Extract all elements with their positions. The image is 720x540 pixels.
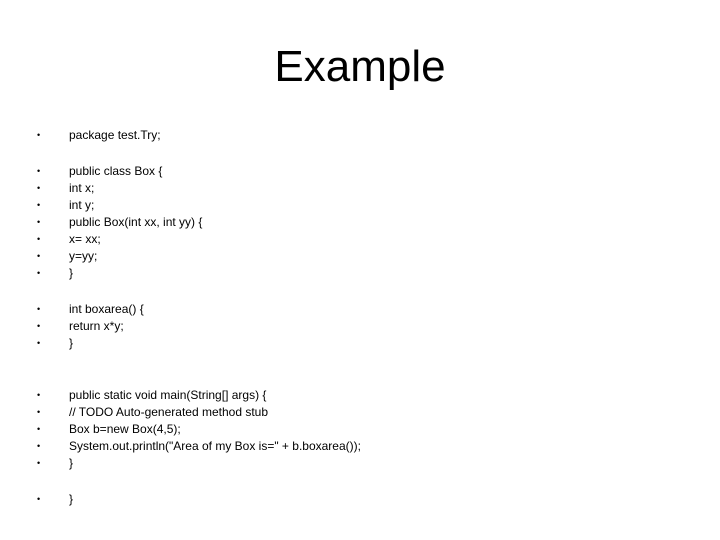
code-line-text: int boxarea() { [69,302,144,316]
bullet-icon: • [37,200,41,210]
bullet-icon: • [37,166,41,176]
code-line-text: } [69,492,74,506]
bullet-icon: • [37,234,41,244]
code-line-text: public static void main(String[] args) { [69,388,267,402]
code-line [0,387,720,404]
slide-title [0,38,720,96]
code-line [0,231,720,248]
bullet-icon: • [37,441,41,451]
code-line-text: } [69,336,74,350]
bullet-icon: • [37,217,41,227]
code-line [0,491,720,508]
bullet-icon: • [37,494,41,504]
code-line [0,335,720,352]
code-line [0,455,720,472]
code-line [0,197,720,214]
code-line [0,301,720,318]
code-line [0,163,720,180]
code-line-text: x= xx; [69,232,101,246]
bullet-icon: • [37,338,41,348]
bullet-icon: • [37,390,41,400]
code-line [0,180,720,197]
code-line-text: int x; [69,181,95,195]
code-line [0,248,720,265]
code-line [0,421,720,438]
bullet-icon: • [37,268,41,278]
bullet-icon: • [37,130,41,140]
bullet-icon: • [37,183,41,193]
code-line [0,265,720,282]
bullet-icon: • [37,304,41,314]
code-line-text: package test.Try; [69,128,161,142]
bullet-icon: • [37,251,41,261]
slide-title-text: Example [274,42,446,91]
code-line [0,127,720,144]
code-line [0,404,720,421]
code-line-text: int y; [69,198,95,212]
code-line [0,214,720,231]
code-line-text: } [69,266,74,280]
bullet-icon: • [37,321,41,331]
bullet-icon: • [37,458,41,468]
code-line-text: Box b=new Box(4,5); [69,422,181,436]
code-line-text: y=yy; [69,249,98,263]
bullet-icon: • [37,407,41,417]
bullet-icon: • [37,424,41,434]
code-line-text: public class Box { [69,164,163,178]
code-line-text: // TODO Auto-generated method stub [69,405,269,419]
code-line-text: public Box(int xx, int yy) { [69,215,203,229]
code-line-text: } [69,456,74,470]
code-line-text: System.out.println("Area of my Box is=" + b.boxarea()); [69,439,361,453]
code-line [0,318,720,335]
code-line [0,438,720,455]
code-line-text: return x*y; [69,319,124,333]
